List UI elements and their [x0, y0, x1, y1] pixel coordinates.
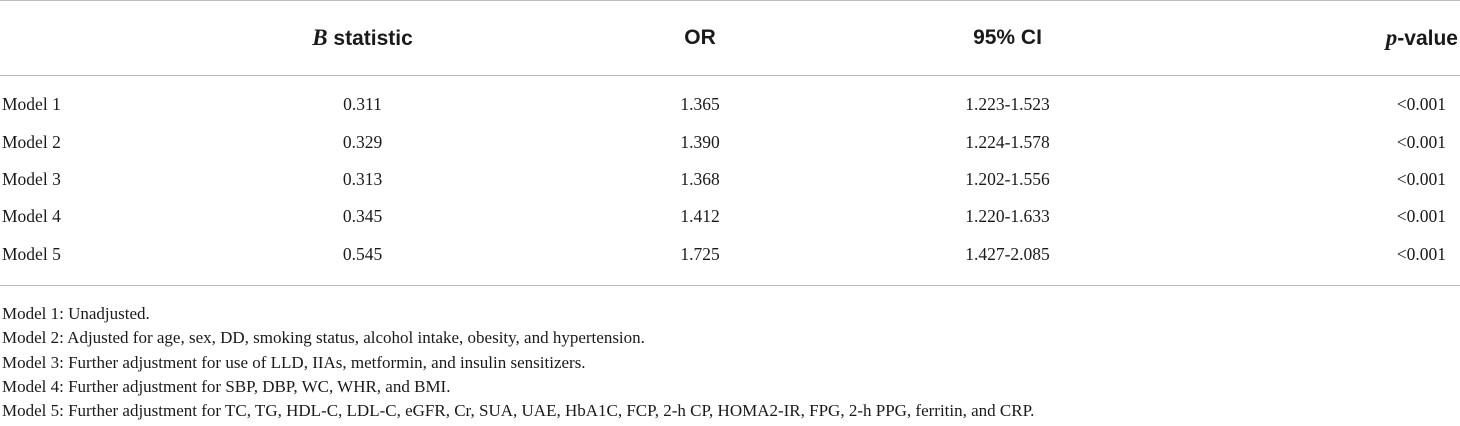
table-row	[0, 236, 1460, 286]
cell-or: 1.368	[680, 168, 720, 189]
header-model	[0, 1, 175, 76]
header-b-rest: statistic	[327, 27, 413, 50]
table-row	[0, 123, 1460, 160]
cell-95-ci: 1.220-1.633	[965, 206, 1050, 227]
cell-b-statistic: 0.311	[343, 94, 382, 115]
header-or: OR	[550, 1, 850, 76]
cell-b-statistic: 0.329	[342, 131, 383, 152]
cell-b-statistic: 0.313	[342, 168, 383, 189]
cell-model: Model 1	[2, 94, 61, 115]
cell-95-ci: 1.427-2.085	[850, 236, 1165, 286]
footnote: Model 3: Further adjustment for use of LLD, IIAs, metformin, and insulin sensitizers.	[2, 352, 586, 372]
header-p-value	[1165, 1, 1460, 76]
cell-95-ci: 1.224-1.578	[965, 131, 1050, 152]
cell-b-statistic: 0.545	[175, 236, 550, 286]
table-row	[0, 76, 1460, 124]
header-row	[0, 1, 1460, 76]
cell-or: 1.412	[680, 206, 720, 227]
cell-p-value: <0.001	[1396, 94, 1446, 115]
cell-95-ci: 1.223-1.523	[965, 94, 1050, 115]
table-row	[0, 161, 1460, 198]
cell-model: Model 3	[2, 168, 61, 189]
cell-model: Model 4	[2, 206, 61, 227]
table-row	[0, 198, 1460, 235]
footnote: Model 4: Further adjustment for SBP, DBP, WC, WHR, and BMI.	[2, 376, 451, 396]
cell-model: Model 2	[2, 131, 61, 152]
header-b-italic: B	[312, 25, 328, 50]
footnote: Model 5: Further adjustment for TC, TG, HDL-C, LDL-C, eGFR, Cr, SUA, UAE, HbA1C, FCP, 2-h CP, HOMA2-IR, FPG, 2-h PPG, ferritin, and CRP.	[2, 401, 1035, 421]
cell-95-ci: 1.202-1.556	[965, 168, 1050, 189]
cell-b-statistic: 0.345	[342, 206, 383, 227]
cell-or: 1.390	[680, 131, 720, 152]
cell-or: 1.725	[550, 236, 850, 286]
footnote: Model 1: Unadjusted.	[2, 304, 150, 323]
table-body	[0, 76, 1460, 286]
cell-p-value: <0.001	[1396, 206, 1446, 227]
cell-p-value: <0.001	[1396, 131, 1446, 152]
footnote: Model 2: Adjusted for age, sex, DD, smoking status, alcohol intake, obesity, and hypertension.	[2, 328, 645, 348]
header-95-ci: 95% CI	[850, 1, 1165, 76]
header-p-rest: -value	[1397, 27, 1458, 50]
header-p-italic: p	[1385, 25, 1398, 50]
header-b-statistic	[175, 1, 550, 76]
table-header	[0, 1, 1460, 76]
cell-p-value: <0.001	[1165, 236, 1460, 286]
cell-or: 1.365	[680, 94, 720, 115]
cell-p-value: <0.001	[1396, 168, 1446, 189]
cell-model: Model 5	[0, 236, 175, 286]
table-footnotes	[2, 302, 1452, 423]
